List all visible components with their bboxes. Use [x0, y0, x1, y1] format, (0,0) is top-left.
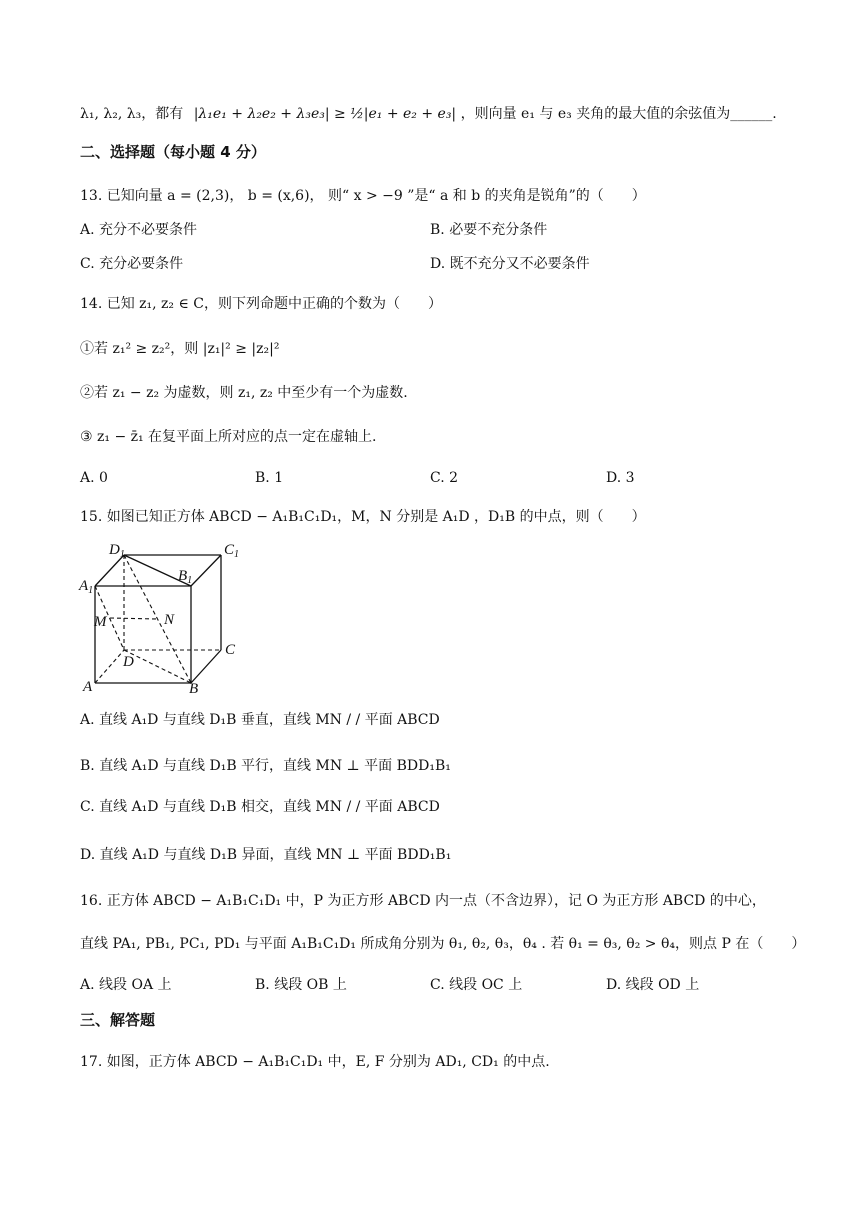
q16-option-a[interactable]: A. 线段 OA 上	[80, 977, 172, 993]
question-tail: ，则向量 e₁ 与 e₃ 夹角的最大值的余弦值为______.	[460, 106, 777, 122]
q15-option-a[interactable]: A. 直线 A₁D 与直线 D₁B 垂直，直线 MN / / 平面 ABCD	[80, 712, 440, 728]
q14-stem: 14. 已知 z₁, z₂ ∈ C，则下列命题中正确的个数为（ ）	[80, 296, 443, 312]
cube-figure	[75, 538, 245, 698]
label-n: N	[164, 612, 175, 628]
label-b1: $B_1$	[178, 568, 193, 586]
q16-option-c[interactable]: C. 线段 OC 上	[430, 977, 523, 993]
q16-stem-line-2: 直线 PA₁, PB₁, PC₁, PD₁ 与平面 A₁B₁C₁D₁ 所成角分别为 θ₁, θ₂, θ₃，θ₄ . 若 θ₁ = θ₃, θ₂ > θ₄，则点 P 在（ ）	[80, 936, 806, 952]
q15-option-b[interactable]: B. 直线 A₁D 与直线 D₁B 平行，直线 MN ⊥ 平面 BDD₁B₁	[80, 758, 451, 774]
q15-option-c[interactable]: C. 直线 A₁D 与直线 D₁B 相交，直线 MN / / 平面 ABCD	[80, 799, 440, 815]
q13-option-a[interactable]: A. 充分不必要条件	[80, 222, 198, 238]
q13-option-c[interactable]: C. 充分必要条件	[80, 256, 184, 272]
label-d1: $D_1$	[109, 542, 125, 560]
section-heading-2: 二、选择题（每小题 4 分）	[80, 143, 266, 161]
label-c1: $C_1$	[224, 542, 240, 560]
section-heading-3: 三、解答题	[80, 1011, 156, 1029]
q16-option-d[interactable]: D. 线段 OD 上	[606, 977, 700, 993]
q13-option-b[interactable]: B. 必要不充分条件	[430, 222, 548, 238]
label-c: C	[225, 642, 236, 658]
q14-statement-1: ①若 z₁² ≥ z₂²，则 |z₁|² ≥ |z₂|²	[80, 341, 280, 357]
label-d: D	[123, 654, 134, 670]
label-a: A	[83, 679, 93, 695]
q13-option-d[interactable]: D. 既不充分又不必要条件	[430, 256, 590, 272]
q17-stem: 17. 如图，正方体 ABCD − A₁B₁C₁D₁ 中，E, F 分别为 AD₁, CD₁ 的中点.	[80, 1054, 550, 1070]
q14-statement-3: ③ z₁ − z̄₁ 在复平面上所对应的点一定在虚轴上.	[80, 429, 377, 445]
lambdas-text: λ₁, λ₂, λ₃，都有	[80, 106, 184, 122]
q14-option-a[interactable]: A. 0	[80, 470, 108, 486]
label-m: M	[94, 614, 107, 630]
q16-option-b[interactable]: B. 线段 OB 上	[255, 977, 347, 993]
q14-option-c[interactable]: C. 2	[430, 470, 459, 486]
q15-option-d[interactable]: D. 直线 A₁D 与直线 D₁B 异面，直线 MN ⊥ 平面 BDD₁B₁	[80, 847, 452, 863]
label-a1: $A_1$	[79, 578, 94, 596]
q14-option-b[interactable]: B. 1	[255, 470, 284, 486]
q13-stem: 13. 已知向量 a = (2,3)， b = (x,6)， 则“ x > −9 ”是“ a 和 b 的夹角是锐角”的（ ）	[80, 188, 646, 204]
line-top	[80, 104, 777, 124]
inequality-formula: |λ₁e₁ + λ₂e₂ + λ₃e₃| ≥ ½|e₁ + e₂ + e₃|	[193, 106, 457, 122]
label-b: B	[189, 681, 199, 697]
q16-stem-line-1: 16. 正方体 ABCD − A₁B₁C₁D₁ 中，P 为正方形 ABCD 内一点（不含边界），记 O 为正方形 ABCD 的中心，	[80, 893, 766, 909]
q15-stem: 15. 如图已知正方体 ABCD − A₁B₁C₁D₁，M，N 分别是 A₁D ，D₁B 的中点，则（ ）	[80, 509, 646, 525]
q14-option-d[interactable]: D. 3	[606, 470, 635, 486]
q14-statement-2: ②若 z₁ − z₂ 为虚数，则 z₁, z₂ 中至少有一个为虚数.	[80, 385, 408, 401]
